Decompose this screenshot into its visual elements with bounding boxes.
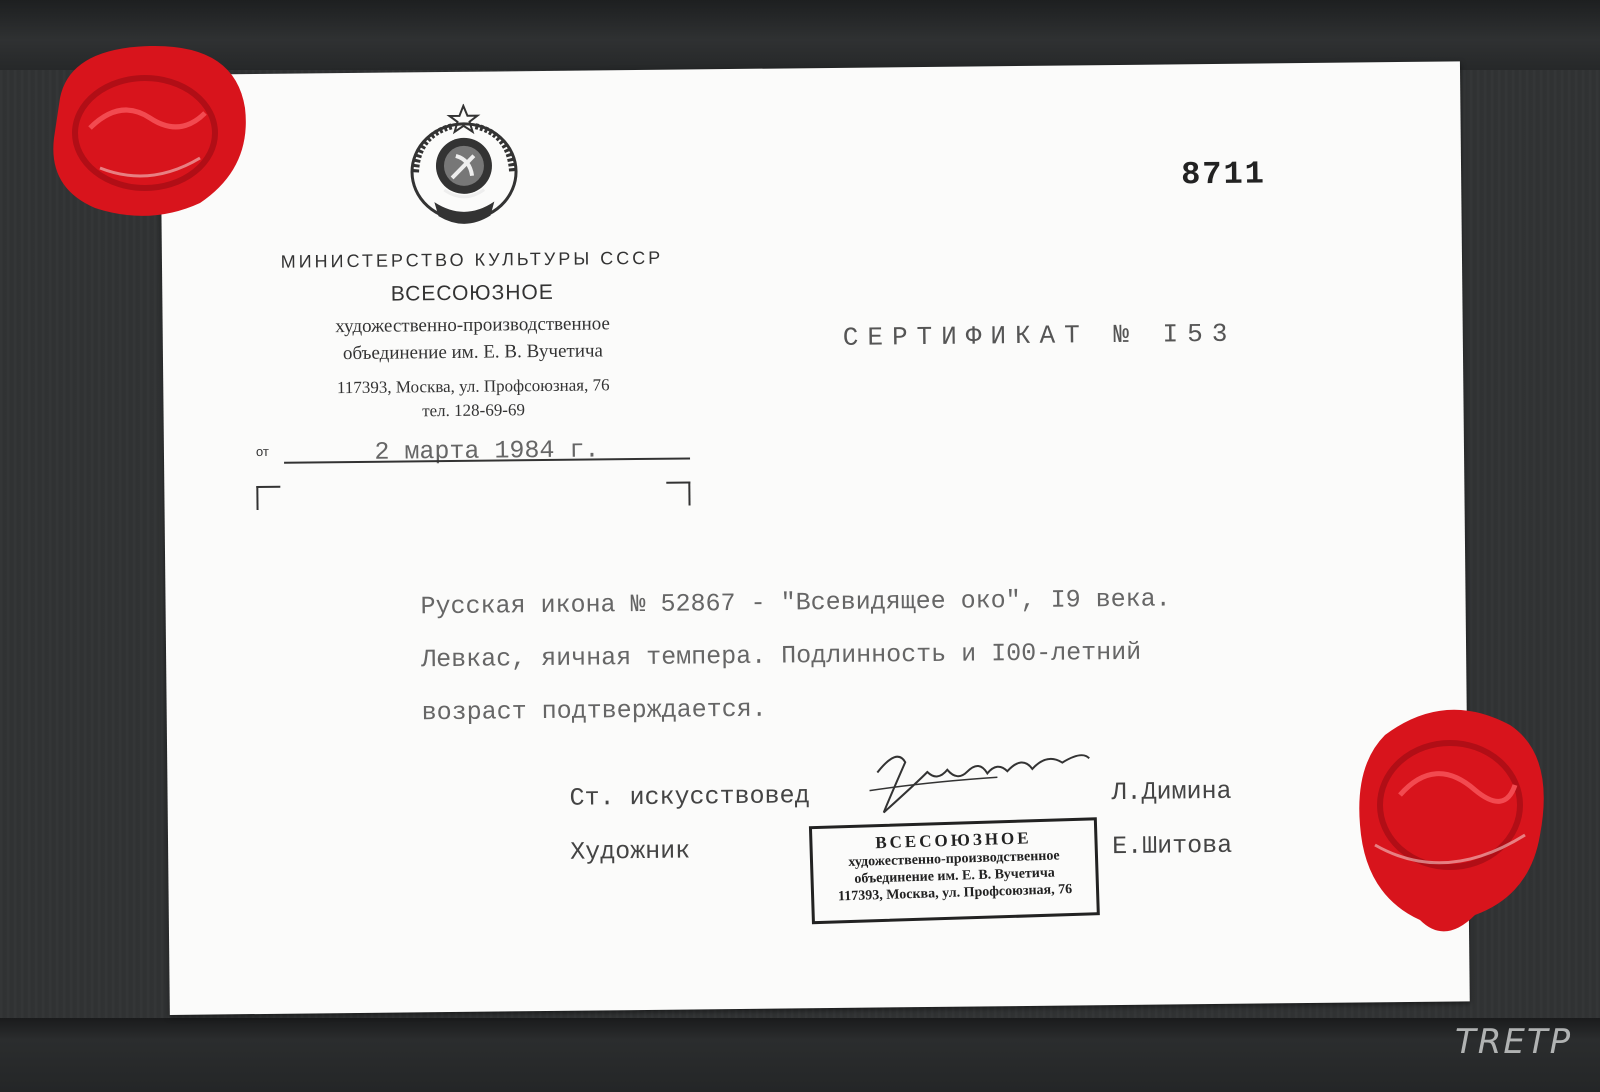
board-groove: [0, 1018, 1600, 1092]
wax-seal-icon: [40, 38, 255, 228]
certificate-number: 8711: [1180, 155, 1267, 194]
stamp-line-3: 117393, Москва, ул. Профсоюзная, 76: [837, 882, 1073, 905]
role-art-historian: Ст. искусствовед: [569, 781, 810, 813]
name-art-historian: Л.Димина: [1111, 776, 1232, 808]
date-from-label: от: [255, 443, 269, 460]
stamp-line-1: художественно-производственное: [848, 848, 1060, 871]
name-artist: Е.Шитова: [1111, 830, 1233, 862]
stamp-title: ВСЕСОЮЗНОЕ: [874, 828, 1032, 853]
body-line-1: Русская икона № 52867 - "Всевидящее око", I9 века.: [420, 584, 1171, 622]
ministry-name: МИНИСТЕРСТВО КУЛЬТУРЫ СССР: [280, 247, 664, 272]
phone-line: тел. 128-69-69: [422, 400, 526, 421]
address-corner-right: [666, 481, 690, 505]
stamp-line-2: объединение им. Е. В. Вучетича: [854, 865, 1055, 887]
address-corner-left: [256, 486, 280, 510]
handwritten-signature: [857, 740, 1098, 823]
certificate-title: СЕРТИФИКАТ № I53: [842, 318, 1237, 353]
certificate-body: [420, 571, 1282, 739]
organization-line-1: художественно-производственное: [335, 313, 611, 338]
body-line-2: Левкас, яичная темпера. Подлинность и I00-летний: [420, 637, 1142, 675]
organization-address: [253, 372, 693, 425]
board-marking: TRETP: [1455, 1022, 1573, 1062]
body-line-3: возраст подтверждается.: [421, 694, 767, 728]
wax-seal-icon: [1345, 695, 1555, 945]
address-line-1: 117393, Москва, ул. Профсоюзная, 76: [336, 375, 610, 398]
ussr-coat-of-arms-icon: [403, 103, 524, 234]
role-artist: Художник: [570, 836, 691, 867]
certificate-date: 2 марта 1984 г.: [374, 435, 600, 467]
organization-line-2: объединение им. Е. В. Вучетича: [342, 340, 604, 365]
certificate-paper: [160, 61, 1470, 1015]
organization-stamp: [809, 817, 1100, 924]
organization-title: ВСЕСОЮЗНОЕ: [390, 280, 554, 306]
organization-subtitle: [253, 309, 694, 368]
